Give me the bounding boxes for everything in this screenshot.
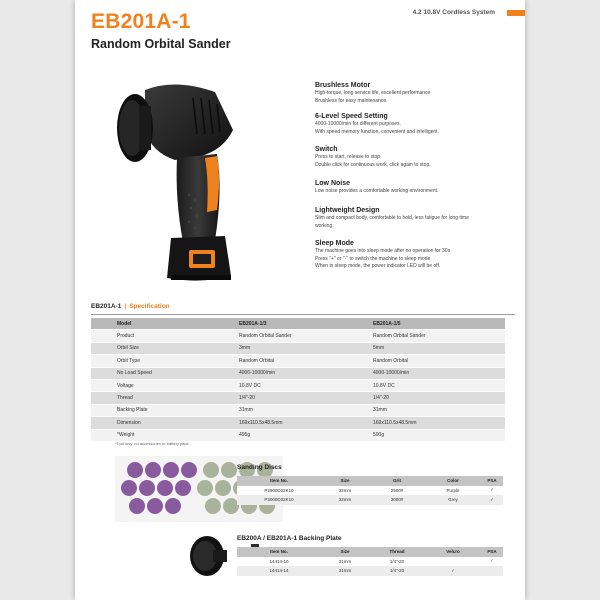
table-row: Dimension 169x110.5x48.5mm 169x110.5x48.5mm <box>91 417 505 429</box>
psa-check-icon: ✓ <box>481 557 503 567</box>
table-row: 14414-10 31mm 1/4"-20 ✓ <box>237 557 503 567</box>
table-row: Voltage 10.8V DC 10.8V DC <box>91 379 505 391</box>
feature-brushless-motor: Brushless Motor High-torque, long service life, excellent performance Brushless for easy maintenance. <box>315 82 431 104</box>
catalog-page <box>75 0 525 600</box>
psa-check-icon: ✓ <box>481 495 503 505</box>
feature-low-noise: Low Noise Low noise provides a comfortable working environment. <box>315 180 439 194</box>
spec-divider <box>91 314 515 315</box>
table-row: Product Random Orbital Sander Random Orbital Sander <box>91 330 505 342</box>
spec-header-row: Model EB201A-1/3 EB201A-1/5 <box>91 318 505 330</box>
velcro-check-icon: ✓ <box>425 566 481 576</box>
psa-check-icon <box>481 566 503 576</box>
table-row: P3000D32K10 32mm 3000# Grey ✓ <box>237 495 503 505</box>
spec-footnote: *Tool only, no accessories or battery pack. <box>115 441 190 446</box>
sanding-discs-header-row: Item No. Size Grit Color PSA <box>237 476 503 486</box>
velcro-check-icon <box>425 557 481 567</box>
table-row: No Load Speed 4000-10000/min 4000-10000/min <box>91 367 505 379</box>
product-subtitle: Random Orbital Sander <box>91 37 231 51</box>
model-title: EB201A-1 <box>91 10 191 33</box>
psa-check-icon: ✓ <box>481 486 503 496</box>
feature-switch: Switch Press to start, release to stop Double click for continuous work, click again to stop. <box>315 146 431 168</box>
backing-plate-title: EB200A / EB201A-1 Backing Plate <box>237 535 342 542</box>
table-row: Orbit Size 3mm 5mm <box>91 342 505 354</box>
spec-table <box>91 318 505 442</box>
sander-product-image <box>105 70 255 290</box>
feature-lightweight: Lightweight Design Slim and compact body, comfortable to hold, less fatigue for long time working. <box>315 207 469 229</box>
feature-speed-setting: 6-Level Speed Setting 4000-10000/min for different purposes. With speed memory function, convenient and intelligent. <box>315 113 439 135</box>
table-row: Backing Plate 31mm 31mm <box>91 404 505 416</box>
table-row: Orbit Type Random Orbital Random Orbital <box>91 355 505 367</box>
system-label: 4.2 10.8V Cordless System <box>412 9 495 16</box>
spec-heading: EB201A-1 | Specification <box>91 303 170 310</box>
backing-plate-header-row: Item No. Size Thread Velcro PSA <box>237 547 503 557</box>
table-row: *Weight 495g 500g <box>91 429 505 441</box>
backing-plate-table <box>237 547 503 576</box>
sanding-discs-table <box>237 476 503 505</box>
feature-sleep-mode: Sleep Mode The machine goes into sleep mode after no operation for 30s Press "+" or "-" to switch the machine to sleep mode When in sleep mode, the power indicator LED will be off. <box>315 240 451 269</box>
sanding-discs-title: Sanding Discs <box>237 464 282 471</box>
table-row: 14414-14 31mm 1/4"-20 ✓ <box>237 566 503 576</box>
table-row: P2500D32K10 32mm 2500# Purple ✓ <box>237 486 503 496</box>
system-accent-bar <box>507 10 525 16</box>
table-row: Thread 1/4"-20 1/4"-20 <box>91 392 505 404</box>
